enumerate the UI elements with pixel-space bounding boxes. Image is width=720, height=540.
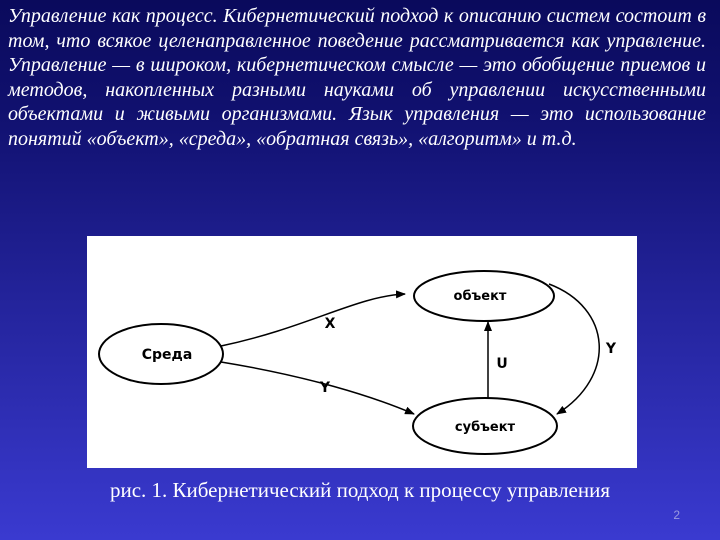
edge-label-y-right: Y	[605, 341, 617, 357]
diagram-panel	[87, 236, 637, 468]
edge-object-to-subject-feedback	[549, 284, 599, 414]
env-label: Среда	[141, 347, 193, 363]
cybernetic-diagram	[87, 236, 637, 468]
edge-label-x: X	[324, 316, 336, 332]
edge-label-y-lower: Y	[319, 380, 331, 396]
edge-env-to-subject	[221, 362, 414, 414]
figure-caption: рис. 1. Кибернетический подход к процессу управления	[109, 478, 611, 502]
object-label: объект	[453, 289, 507, 304]
subject-label: субъект	[454, 420, 516, 435]
edge-label-u: U	[496, 356, 508, 372]
slide-body-text: Управление как процесс. Кибернетический подход к описанию систем состоит в том, что всякое целенаправленное поведение рассматривается как управление. Управление — в широком, кибернетическом смысле — это обобщение приемов и методов, накопленных разными науками об управлении искусственными объектами и живыми организмами. Язык управления — это использование понятий «объект», «среда», «обратная связь», «алгоритм» и т.д.	[8, 5, 706, 150]
slide-number: 2	[673, 508, 680, 522]
edge-env-to-object	[221, 294, 405, 346]
